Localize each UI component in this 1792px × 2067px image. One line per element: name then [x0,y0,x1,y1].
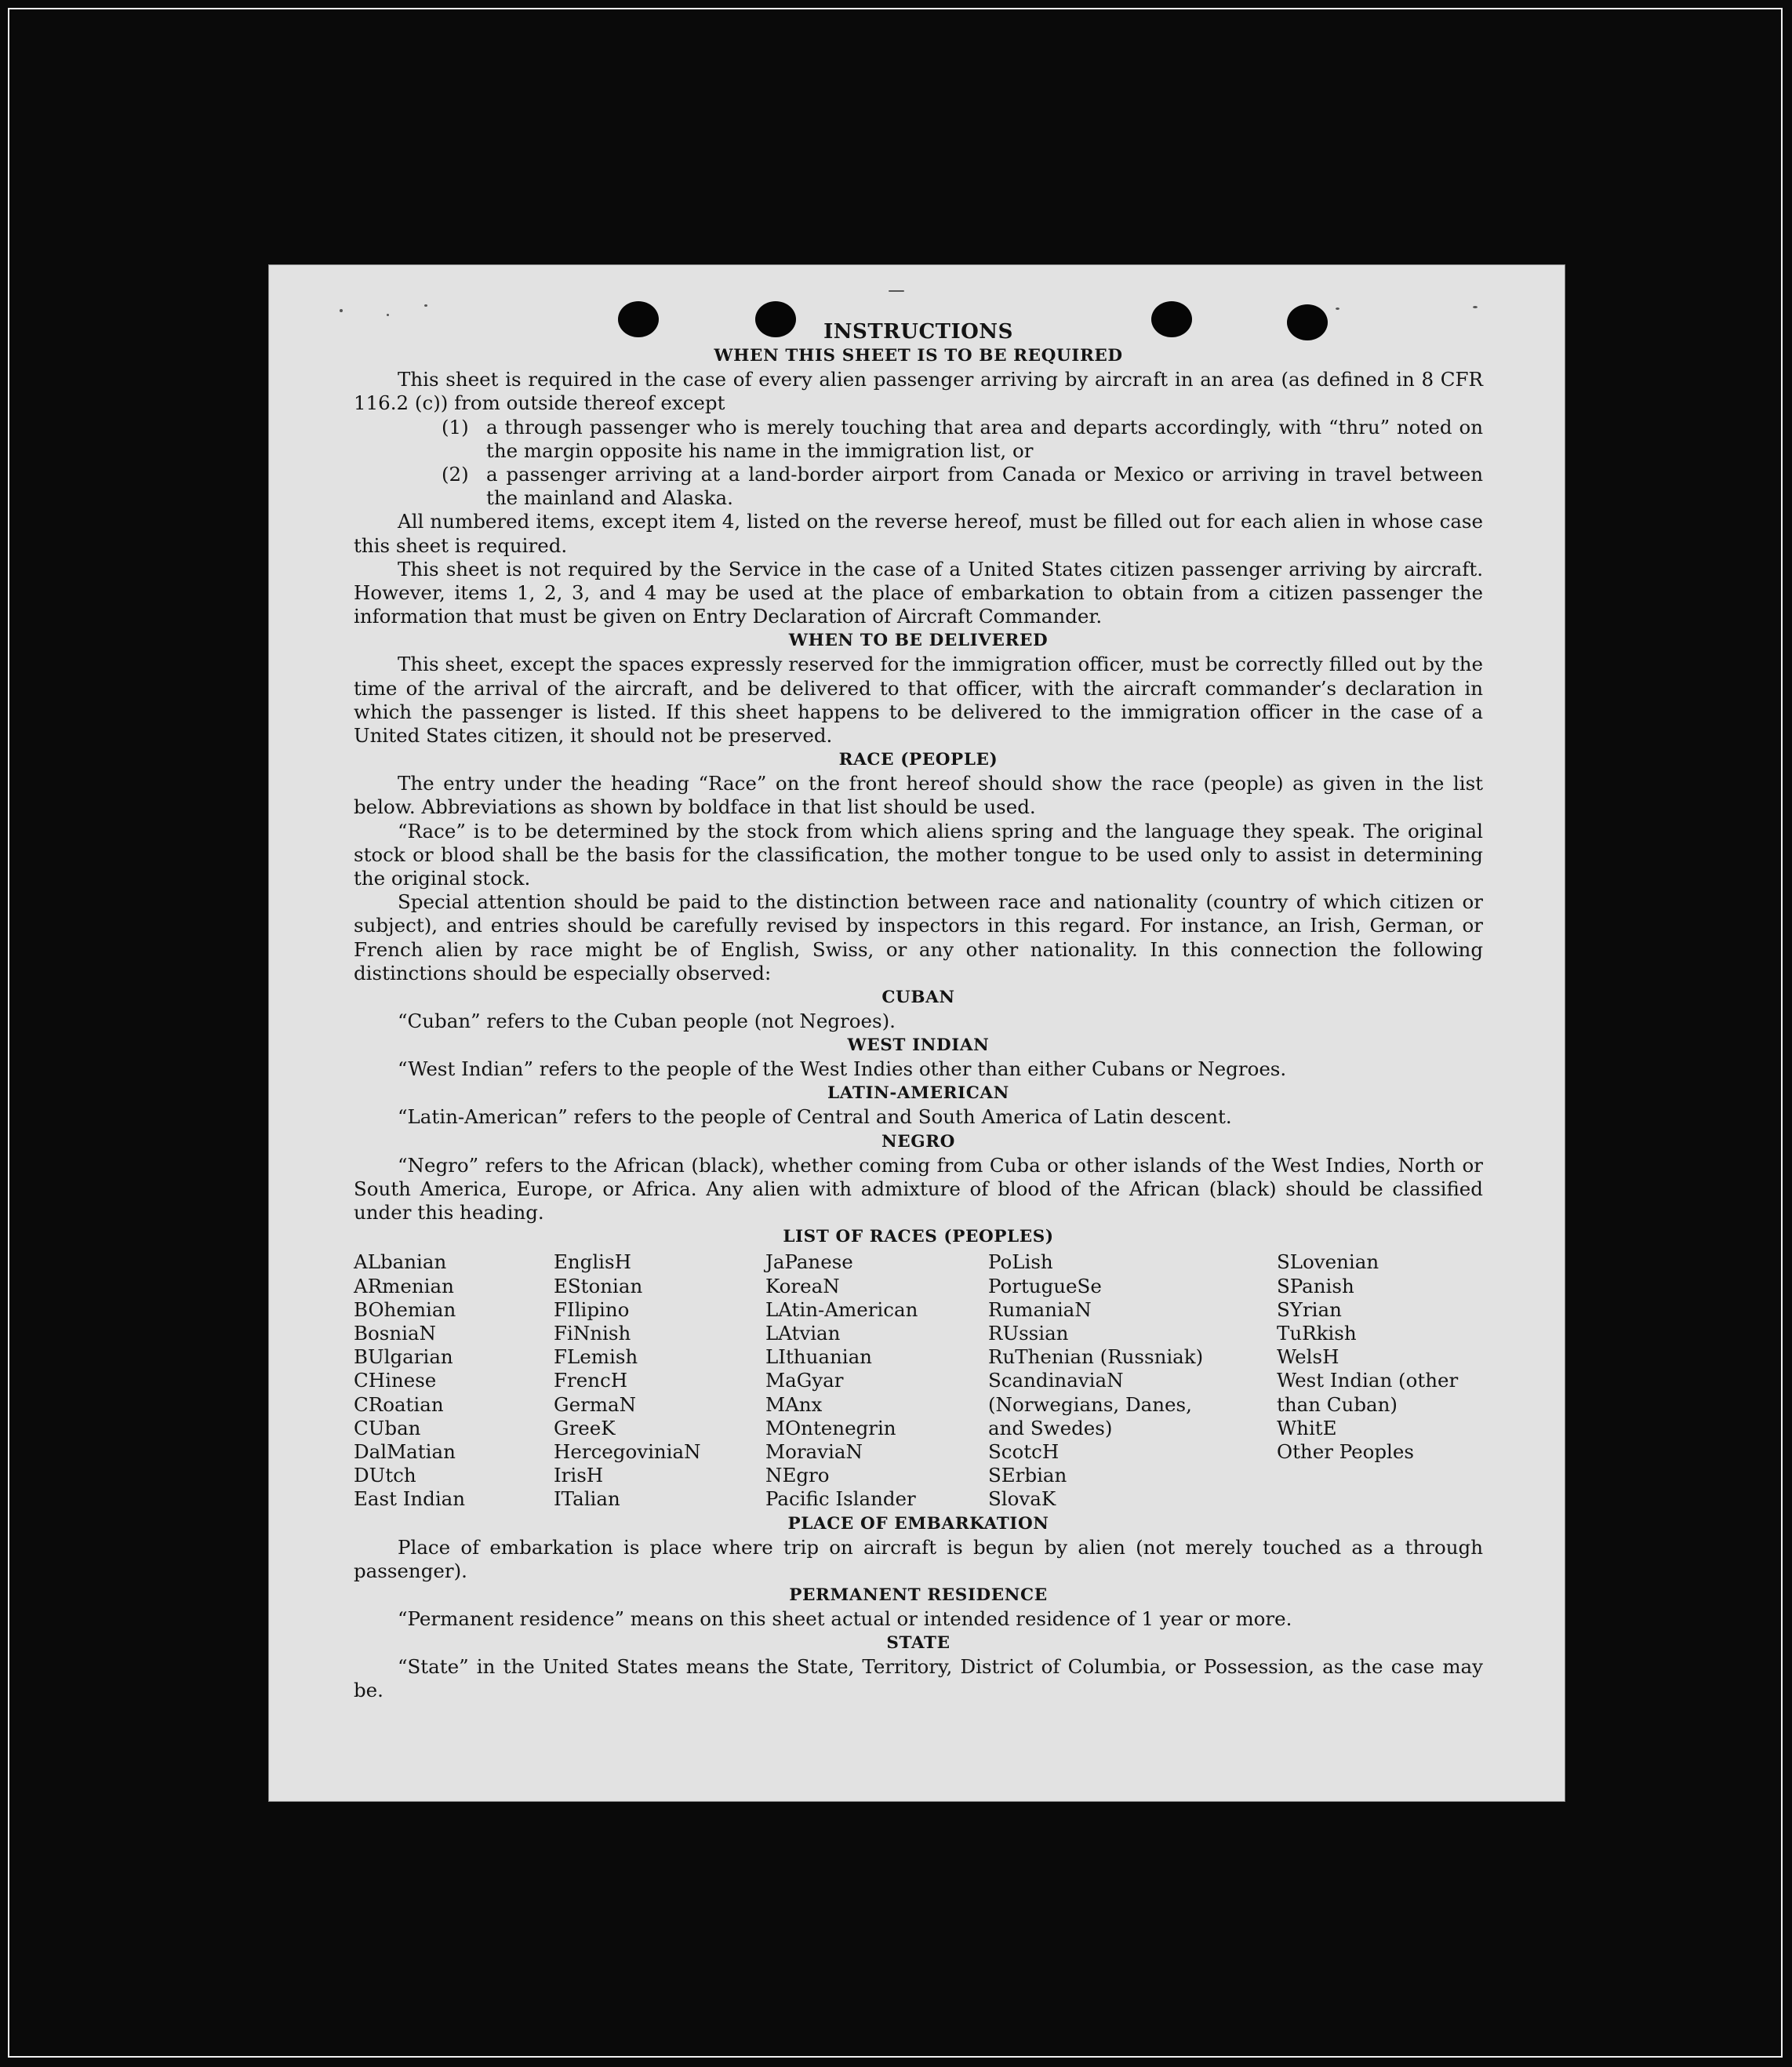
race-entry: WelsH [1277,1345,1339,1369]
section-heading-cuban: CUBAN [881,988,955,1008]
race-entry: GermaN [554,1392,637,1416]
race-entry: SErbian [988,1464,1067,1487]
paragraph: All numbered items, except item 4, listed on the reverse hereof, must be filled out for each alien in whose case this sheet is required. [354,510,1483,557]
race-entry: FLemish [554,1345,638,1369]
section-heading-residence: PERMANENT RESIDENCE [789,1585,1048,1605]
race-entry: FIlipino [554,1297,630,1321]
race-entry: West Indian (other than Cuban) [1277,1369,1459,1416]
race-entry: ALbanian [354,1250,447,1274]
race-entry: RuThenian (Russniak) [988,1345,1204,1369]
section-heading-delivered: WHEN TO BE DELIVERED [788,631,1049,651]
item-text: a passenger arriving at a land-border airport from Canada or Mexico or arriving in travel between the mainland and Alaska. [486,463,1483,510]
race-entry: ScotcH [988,1439,1060,1463]
paragraph: “Cuban” refers to the Cuban people (not Negroes). [398,1010,896,1033]
section-heading-west-indian: WEST INDIAN [847,1035,990,1056]
paragraph: “Negro” refers to the African (black), whether coming from Cuba or other islands of the West Indies, North or South America, Europe, or Africa. Any alien with admixture of blood of the African (black) should be classified under this heading. [354,1153,1483,1225]
race-entry: MAnx [765,1392,823,1416]
race-entry: CHinese [354,1369,437,1392]
race-entry: CRoatian [354,1392,444,1416]
races-list [354,1250,1483,1511]
item-number: (1) [442,415,469,439]
race-entry: LAtin-American [765,1297,918,1321]
paragraph: “Permanent residence” means on this sheet actual or intended residence of 1 year or more. [398,1607,1292,1630]
race-entry: IrisH [554,1464,604,1487]
race-entry: RUssian [988,1321,1069,1345]
race-entry: MoraviaN [765,1439,863,1463]
race-entry: WhitE [1277,1416,1337,1439]
section-heading-latin-american: LATIN-AMERICAN [827,1083,1009,1104]
race-entry: GreeK [554,1416,616,1439]
race-entry: MOntenegrin [765,1416,896,1439]
race-entry: EnglisH [554,1250,631,1274]
race-entry: SYrian [1277,1297,1342,1321]
paragraph: “State” in the United States means the State, Territory, District of Columbia, or Possession, as the case may be. [354,1655,1483,1702]
race-entry: SLovenian [1277,1250,1379,1274]
race-entry: PortugueSe [988,1274,1102,1297]
race-entry: PoLish [988,1250,1053,1274]
paragraph: Place of embarkation is place where trip on aircraft is begun by alien (not merely touched as a through passenger). [354,1535,1483,1582]
race-entry: FrencH [554,1369,628,1392]
section-heading-list-of-races: LIST OF RACES (PEOPLES) [783,1227,1054,1247]
race-entry: BOhemian [354,1297,456,1321]
race-entry: TuRkish [1277,1321,1357,1345]
race-entry: FiNnish [554,1321,631,1345]
race-entry: SlovaK [988,1487,1056,1511]
list-item [442,463,1483,510]
races-column [354,1250,554,1511]
race-entry: HercegoviniaN [554,1439,701,1463]
list-item [442,416,1483,463]
paragraph: Special attention should be paid to the distinction between race and nationality (country of which citizen or subject), and entries should be carefully revised by inspectors in this regard. For instance, an Irish, German, or French alien by race might be of English, Swiss, or any other nationality. In this connection the following distinctions should be especially observed: [354,890,1483,984]
race-entry: LIthuanian [765,1345,872,1369]
race-entry: NEgro [765,1464,830,1487]
race-entry: BosniaN [354,1321,436,1345]
race-entry: Pacific Islander [765,1487,916,1511]
paragraph: “Latin-American” refers to the people of Central and South America of Latin descent. [398,1105,1232,1129]
race-entry: Other Peoples [1277,1439,1414,1463]
race-entry: CUban [354,1416,421,1439]
paragraph: “Race” is to be determined by the stock from which aliens spring and the language they speak. The original stock or blood shall be the basis for the classification, the mother tongue to be used only to assist in determining the original stock. [354,819,1483,890]
instructions-content [354,320,1483,1703]
race-entry: RumaniaN [988,1297,1092,1321]
item-text: a through passenger who is merely touching that area and departs accordingly, with “thru” noted on the margin opposite his name in the immigration list, or [486,415,1483,462]
page-title: INSTRUCTIONS [823,320,1013,344]
race-entry: EStonian [554,1274,643,1297]
race-entry: DalMatian [354,1439,456,1463]
item-number: (2) [442,463,469,486]
race-entry: BUlgarian [354,1345,453,1369]
section-heading-race: RACE (PEOPLE) [838,750,998,770]
race-entry: ITalian [554,1487,620,1511]
race-entry: KoreaN [765,1274,840,1297]
race-entry: DUtch [354,1464,416,1487]
race-entry: SPanish [1277,1274,1354,1297]
paragraph: This sheet is not required by the Service in the case of a United States citizen passenger arriving by aircraft. However, items 1, 2, 3, and 4 may be used at the place of embarkation to obtain from a citizen passenger the information that must be given on Entry Declaration of Aircraft Commander. [354,557,1483,628]
races-column [554,1250,765,1511]
races-column [988,1250,1277,1511]
race-entry: LAtvian [765,1321,841,1345]
race-entry: ARmenian [354,1274,454,1297]
paragraph: “West Indian” refers to the people of the West Indies other than either Cubans or Negroes. [398,1057,1287,1081]
instruction-sheet [269,265,1565,1801]
section-heading-negro: NEGRO [881,1131,955,1152]
race-entry: MaGyar [765,1369,844,1392]
paragraph: This sheet, except the spaces expressly reserved for the immigration officer, must be correctly filled out by the time of the arrival of the aircraft, and be delivered to that officer, with the aircraft commander’s declaration in which the passenger is listed. If this sheet happens to be delivered to the immigration officer in the case of a United States citizen, it should not be preserved. [354,653,1483,748]
section-heading-embarkation: PLACE OF EMBARKATION [787,1513,1049,1534]
section-heading-state: STATE [886,1633,951,1654]
race-entry: ScandinaviaN (Norwegians, Danes, and Swedes) [988,1369,1192,1439]
section-heading-required: WHEN THIS SHEET IS TO BE REQUIRED [714,346,1123,366]
paragraph: The entry under the heading “Race” on the front hereof should show the race (people) as given in the list below. Abbreviations as shown by boldface in that list should be used. [354,772,1483,819]
paragraph: This sheet is required in the case of every alien passenger arriving by aircraft in an area (as defined in 8 CFR 116.2 (c)) from outside thereof except [354,368,1483,415]
races-column [1277,1250,1483,1511]
race-entry: East Indian [354,1487,466,1511]
race-entry: JaPanese [765,1250,853,1274]
races-column [765,1250,988,1511]
